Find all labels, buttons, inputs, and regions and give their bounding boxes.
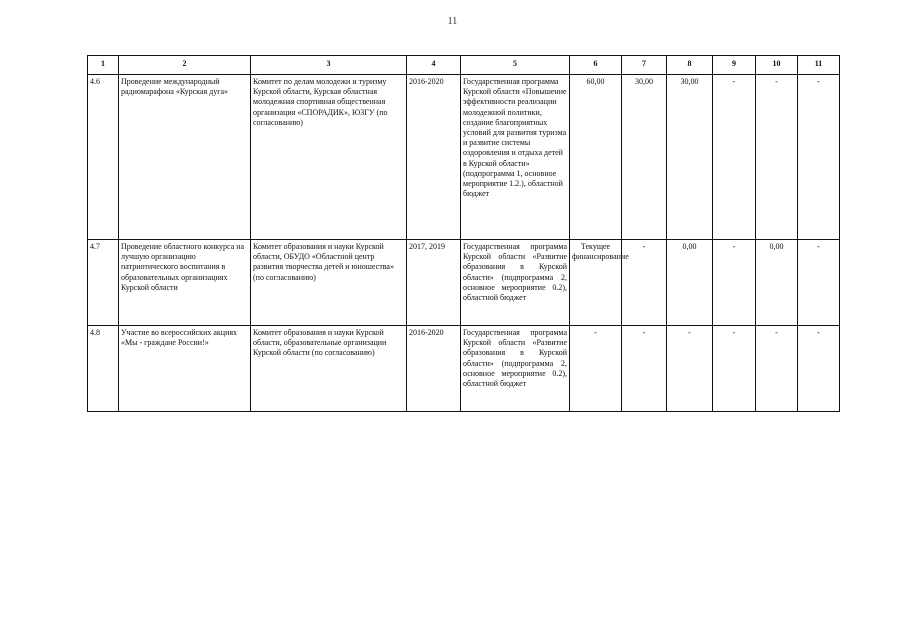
period: 2017, 2019 bbox=[407, 240, 461, 326]
header-row bbox=[88, 56, 840, 75]
amount-col-10: - bbox=[756, 326, 798, 412]
column-header: 3 bbox=[251, 56, 407, 75]
amount-col-10: 0,00 bbox=[756, 240, 798, 326]
amount-total: Текущее финансирование bbox=[570, 240, 622, 326]
amount-col-10: - bbox=[756, 75, 798, 240]
column-header: 4 bbox=[407, 56, 461, 75]
period: 2016-2020 bbox=[407, 326, 461, 412]
funding-source: Государственная программа Курской области «Развитие образования в Курской области» (подпрограмма 2, основное мероприятие 0.2), областной бюджет bbox=[461, 326, 570, 412]
amount-col-8: 30,00 bbox=[667, 75, 713, 240]
column-header: 2 bbox=[119, 56, 251, 75]
executors: Комитет образования и науки Курской области, образовательные организации Курской области (по согласованию) bbox=[251, 326, 407, 412]
amount-col-9: - bbox=[713, 75, 756, 240]
amount-col-9: - bbox=[713, 326, 756, 412]
amount-col-9: - bbox=[713, 240, 756, 326]
column-header: 1 bbox=[88, 56, 119, 75]
page-number: 11 bbox=[447, 16, 458, 27]
program-table bbox=[87, 55, 840, 412]
amount-col-7: 30,00 bbox=[622, 75, 667, 240]
column-header: 5 bbox=[461, 56, 570, 75]
column-header: 8 bbox=[667, 56, 713, 75]
executors: Комитет по делам молодежи и туризму Курской области, Курская областная молодежная спортивная общественная организация «СПОРАДИК», ЮЗГУ (по согласованию) bbox=[251, 75, 407, 240]
funding-source: Государственная программа Курской области «Развитие образования в Курской области» (подпрограмма 2, основное мероприятие 0.2), областной бюджет bbox=[461, 240, 570, 326]
amount-total: 60,00 bbox=[570, 75, 622, 240]
amount-col-8: 0,00 bbox=[667, 240, 713, 326]
period: 2016-2020 bbox=[407, 75, 461, 240]
table-row bbox=[88, 326, 840, 412]
row-number: 4.7 bbox=[88, 240, 119, 326]
column-header: 11 bbox=[798, 56, 840, 75]
amount-col-11: - bbox=[798, 326, 840, 412]
table-row bbox=[88, 240, 840, 326]
row-number: 4.6 bbox=[88, 75, 119, 240]
funding-source: Государственная программа Курской области «Повышение эффективности реализации молодежной политики, создание благоприятных условий для развития туризма и развитие системы оздоровления и отдыха детей в Курской области» (подпрограмма 1, основное мероприятие 1.2.), областной бюджет bbox=[461, 75, 570, 240]
event-name: Проведение международный радиомарафона «Курская дуга» bbox=[119, 75, 251, 240]
amount-col-11: - bbox=[798, 240, 840, 326]
amount-total: - bbox=[570, 326, 622, 412]
column-header: 9 bbox=[713, 56, 756, 75]
row-number: 4.8 bbox=[88, 326, 119, 412]
amount-col-11: - bbox=[798, 75, 840, 240]
column-header: 7 bbox=[622, 56, 667, 75]
executors: Комитет образования и науки Курской области, ОБУДО «Областной центр развития творчества детей и юношества» (по согласованию) bbox=[251, 240, 407, 326]
amount-col-7: - bbox=[622, 326, 667, 412]
amount-col-8: - bbox=[667, 326, 713, 412]
table-row bbox=[88, 75, 840, 240]
column-header: 6 bbox=[570, 56, 622, 75]
amount-col-7: - bbox=[622, 240, 667, 326]
event-name: Проведение областного конкурса на лучшую организацию патриотического воспитания в образовательных организациях Курской области bbox=[119, 240, 251, 326]
event-name: Участие во всероссийских акциях «Мы - граждане России!» bbox=[119, 326, 251, 412]
column-header: 10 bbox=[756, 56, 798, 75]
